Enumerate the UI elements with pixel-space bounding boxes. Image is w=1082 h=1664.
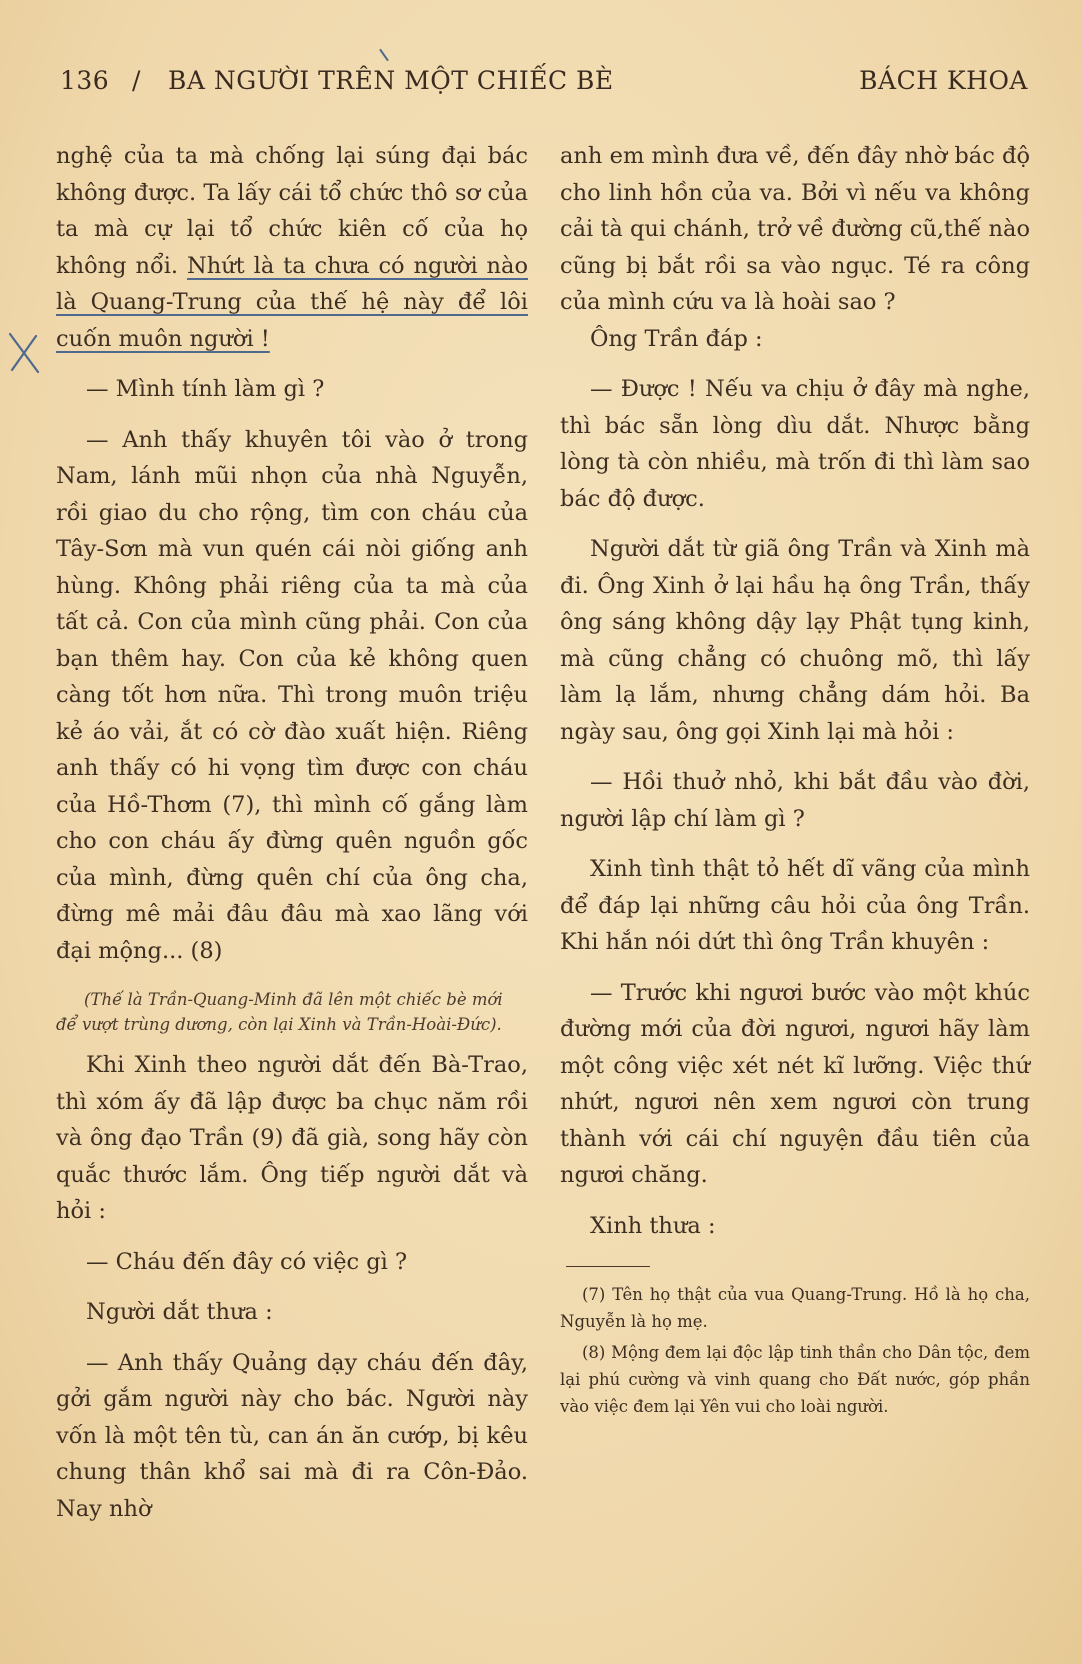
paragraph: Xinh tình thật tỏ hết dĩ vãng của mình để đáp lại những câu hỏi của ông Trần. Khi hắn nói dứt thì ông Trần khuyên : (560, 856, 1030, 955)
footnote-rule (566, 1266, 650, 1267)
paragraph: Khi Xinh theo người dắt đến Bà-Trao, thì xóm ấy đã lập được ba chục năm rồi và ông đạo Trần (9) đã già, song hãy còn quắc thước lắm. Ông tiếp người dắt và hỏi : (56, 1052, 528, 1224)
paragraph (56, 138, 528, 357)
paragraph: Ông Trần đáp : (590, 325, 763, 352)
footnote-8: (8) Mộng đem lại độc lập tinh thần cho Dân tộc, đem lại phú cường và vinh quang cho Đất nước, góp phần vào việc đem lại Yên vui cho loài người. (560, 1343, 1030, 1416)
paragraph: anh em mình đưa về, đến đây nhờ bác độ cho linh hồn của va. Bởi vì nếu va không cải tà qui chánh, trở về đường cũ,thế nào cũng bị bắt rồi sa vào ngục. Té ra công của mình cứu va là hoài sao ? (560, 143, 1030, 315)
running-header (60, 66, 1028, 106)
left-column (56, 138, 528, 1527)
footnote-7: (7) Tên họ thật của vua Quang-Trung. Hồ là họ cha, Nguyễn là họ mẹ. (560, 1285, 1030, 1331)
header-separator: / (132, 66, 141, 95)
paragraph: — Anh thấy Quảng dạy cháu đến đây, gởi gắm người này cho bác. Người này vốn là một tên tù, can án ăn cướp, bị kêu chung thân khổ sai mà đi ra Côn-Đảo. Nay nhờ (56, 1349, 528, 1522)
paragraph: Người dắt thưa : (86, 1299, 273, 1325)
magazine-name: BÁCH KHOA (859, 66, 1028, 95)
paragraph: — Anh thấy khuyên tôi vào ở trong Nam, lánh mũi nhọn của nhà Nguyễn, rồi giao du cho rộng, tìm con cháu của Tây-Sơn mà vun quén cái nòi giống anh hùng. Không phải riêng của ta mà của tất cả. Con của mình cũng phải. Con của bạn thêm hay. Con của kẻ không quen càng tốt hơn nữa. Thì trong muôn triệu kẻ áo vải, ắt có cờ đào xuất hiện. Riêng anh thấy có hi vọng tìm được con cháu của Hồ-Thơm (7), thì mình cố gắng làm cho con cháu ấy đừng quên nguồn gốc của mình, đừng quên chí của ông cha, đừng mê mải đâu đâu mà xao lãng với đại mộng... (8) (56, 426, 528, 964)
paragraph: — Cháu đến đây có việc gì ? (86, 1248, 408, 1275)
paragraph: — Hồi thuở nhỏ, khi bắt đầu vào đời, người lập chí làm gì ? (560, 769, 1030, 832)
paragraph: — Mình tính làm gì ? (86, 376, 325, 402)
paragraph: — Được ! Nếu va chịu ở đây mà nghe, thì bác sẵn lòng dìu dắt. Nhược bằng lòng tà còn nhiều, mà trốn đi thì làm sao bác độ được. (560, 376, 1030, 512)
italic-caption: (Thế là Trần-Quang-Minh đã lên một chiếc bè mới để vượt trùng dương, còn lại Xinh và Trần-Hoài-Đức). (56, 990, 503, 1034)
underlined-passage: Nhứt là ta chưa có người nào là Quang-Trung của thế hệ này để lôi cuốn muôn người ! (56, 252, 528, 352)
paragraph: — Trước khi ngươi bước vào một khúc đường mới của đời ngươi, ngươi hãy làm một công việc xét nét kĩ lưỡng. Việc thứ nhứt, ngươi nên xem ngươi còn trung thành với cái chí nguyện đầu tiên của ngươi chăng. (560, 979, 1030, 1188)
paragraph: Xinh thưa : (590, 1212, 716, 1239)
paragraph: Người dắt từ giã ông Trần và Xinh mà đi. Ông Xinh ở lại hầu hạ ông Trần, thấy ông sáng không dậy lạy Phật tụng kinh, mà cũng chẳng có chuông mõ, thì lấy làm lạ lắm, nhưng chẳng dám hỏi. Ba ngày sau, ông gọi Xinh lại mà hỏi : (560, 536, 1030, 745)
right-column (560, 138, 1030, 1424)
handwritten-x-mark (4, 330, 44, 376)
page-number: 136 (60, 66, 110, 95)
story-title: BA NGƯỜI TRÊN MỘT CHIẾC BÈ (168, 66, 614, 95)
paragraph-text: nghệ của ta mà chống lại súng đại bác không được. Ta lấy cái tổ chức thô sơ của ta mà cự lại tổ chức kiên cố của họ không nổi. (56, 143, 528, 279)
